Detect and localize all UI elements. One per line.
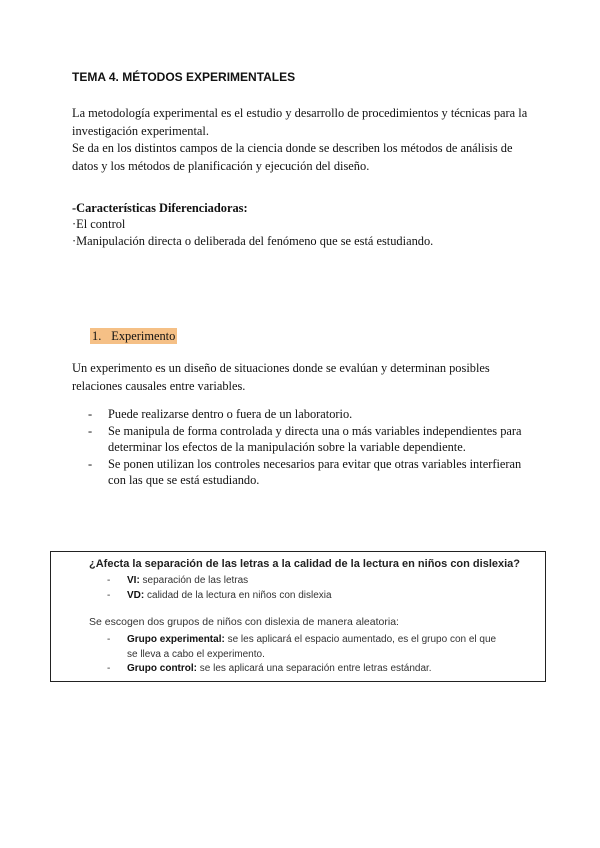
- list-item: [107, 662, 507, 677]
- bullet-line: Se manipula de forma controlada y directa una o más variables independientes para: [108, 423, 522, 438]
- groups-intro: Se escogen dos grupos de niños con dislexia de manera aleatoria:: [89, 616, 399, 628]
- dash-marker: -: [107, 575, 111, 586]
- definition-line: Un experimento es un diseño de situaciones donde se evalúan y determinan posibles: [72, 361, 490, 375]
- definition-line: relaciones causales entre variables.: [72, 378, 246, 393]
- intro-paragraph: [72, 105, 532, 175]
- intro-line: datos y los métodos de planificación y ejecución del diseño.: [72, 158, 370, 173]
- groups-list: [107, 633, 507, 677]
- experiment-definition: [72, 360, 532, 395]
- list-item: [88, 406, 528, 423]
- dash-marker: -: [107, 589, 111, 601]
- variables-list: [107, 574, 527, 603]
- experiment-bullets: [88, 406, 528, 489]
- bullet-line: determinar los efectos de la manipulación sobre la variable dependiente.: [108, 440, 466, 454]
- list-item: [107, 589, 527, 604]
- variable-text: separación de las letras: [139, 575, 249, 586]
- group-text: se les aplicará el espacio aumentado, es el grupo con el que se lleva a cabo el experimento.: [127, 634, 497, 660]
- group-label: Grupo experimental:: [127, 634, 225, 645]
- intro-line: La metodología experimental es el estudio y desarrollo de procedimientos y técnicas para la: [72, 106, 528, 120]
- experiment-heading-text: Experimento: [111, 329, 176, 343]
- list-item: [88, 423, 528, 456]
- features-heading: [72, 200, 248, 218]
- dash-marker: -: [88, 423, 93, 438]
- example-box: [50, 551, 546, 682]
- example-question: ¿Afecta la separación de las letras a la calidad de la lectura en niños con dislexia?: [89, 558, 521, 570]
- variable-label: VI:: [127, 575, 140, 586]
- dash-marker: -: [88, 456, 93, 471]
- variable-text: calidad de la lectura en niños con dislexia: [144, 589, 332, 601]
- group-label: Grupo control:: [127, 663, 197, 674]
- list-item: [88, 456, 528, 489]
- feature-item: ·El control: [72, 217, 126, 231]
- intro-line: Se da en los distintos campos de la ciencia donde se describen los métodos de análisis de: [72, 141, 513, 155]
- list-item: [107, 633, 507, 662]
- feature-item: ·Manipulación directa o deliberada del fenómeno que se está estudiando.: [72, 234, 434, 248]
- features-heading-text: -Características Diferenciadoras:: [72, 201, 248, 215]
- dash-marker: -: [88, 407, 93, 421]
- list-item: [107, 574, 527, 589]
- experiment-number: 1.: [92, 329, 102, 343]
- bullet-line: con las que se está estudiando.: [108, 473, 260, 487]
- dash-marker: -: [107, 663, 111, 674]
- variable-label: VD:: [127, 589, 145, 601]
- group-text: se les aplicará una separación entre letras estándar.: [197, 663, 432, 674]
- bullet-line: Puede realizarse dentro o fuera de un laboratorio.: [108, 407, 353, 421]
- bullet-line: Se ponen utilizan los controles necesarios para evitar que otras variables interfieran: [108, 456, 522, 471]
- page-title: TEMA 4. MÉTODOS EXPERIMENTALES: [72, 70, 296, 84]
- intro-line: investigación experimental.: [72, 123, 209, 138]
- experiment-heading: [90, 328, 177, 344]
- dash-marker: -: [107, 634, 111, 645]
